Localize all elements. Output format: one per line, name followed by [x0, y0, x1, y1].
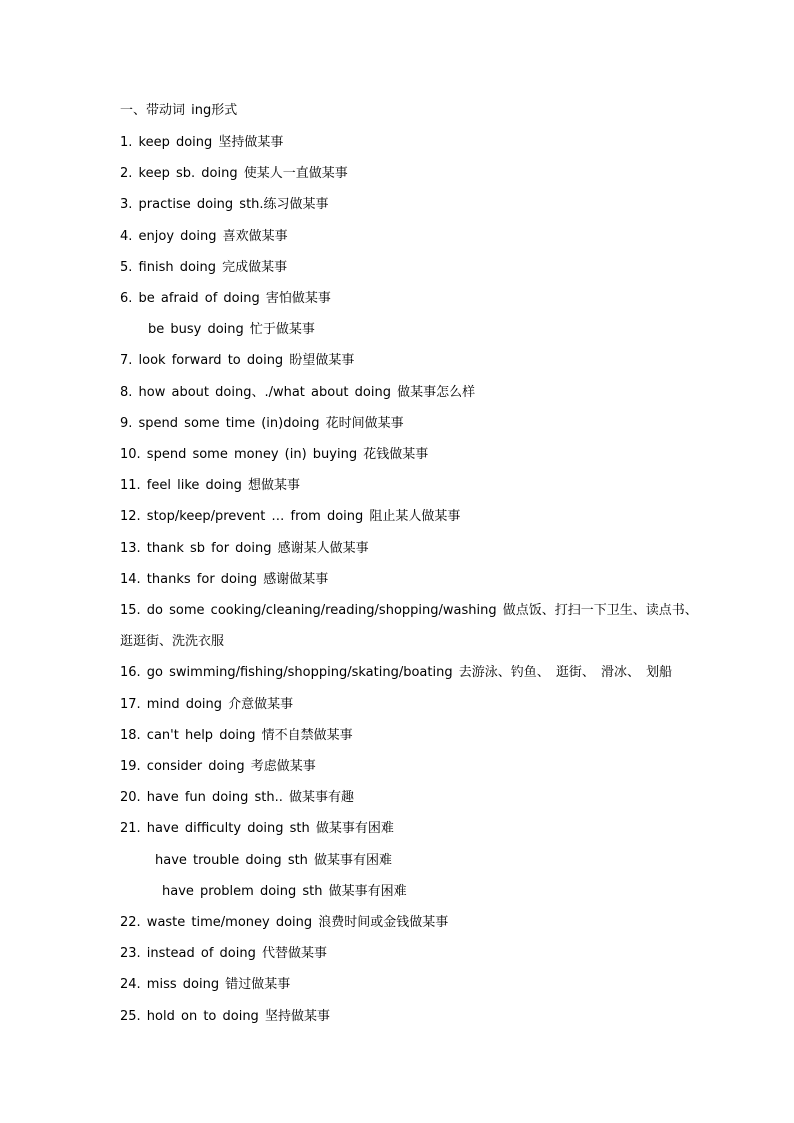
- list-item: 22. waste time/money doing 浪费时间或金钱做某事: [120, 915, 449, 930]
- list-item: 16. go swimming/fishing/shopping/skating/boating 去游泳、钓鱼、 逛街、 滑冰、 划船: [120, 665, 673, 680]
- list-item: 15. do some cooking/cleaning/reading/shopping/washing 做点饭、打扫一下卫生、读点书、: [120, 603, 698, 618]
- list-item: 12. stop/keep/prevent … from doing 阻止某人做某事: [120, 509, 461, 524]
- list-item-continuation: 逛逛街、洗洗衣服: [120, 634, 225, 649]
- list-item: 9. spend some time (in)doing 花时间做某事: [120, 416, 404, 431]
- list-item: 8. how about doing、./what about doing 做某事怎么样: [120, 385, 476, 400]
- list-item: 25. hold on to doing 坚持做某事: [120, 1009, 330, 1024]
- list-item: 7. look forward to doing 盼望做某事: [120, 353, 355, 368]
- list-item: 21. have difficulty doing sth 做某事有困难: [120, 821, 394, 836]
- list-item: 18. can't help doing 情不自禁做某事: [120, 728, 353, 743]
- list-subitem: be busy doing 忙于做某事: [148, 322, 315, 337]
- list-item: 6. be afraid of doing 害怕做某事: [120, 291, 331, 306]
- list-item: 24. miss doing 错过做某事: [120, 977, 291, 992]
- list-item: 13. thank sb for doing 感谢某人做某事: [120, 541, 369, 556]
- list-item: 10. spend some money (in) buying 花钱做某事: [120, 447, 429, 462]
- list-item: 4. enjoy doing 喜欢做某事: [120, 229, 288, 244]
- list-item: 3. practise doing sth.练习做某事: [120, 197, 329, 212]
- list-item: 14. thanks for doing 感谢做某事: [120, 572, 329, 587]
- section-heading: 一、带动词 ing形式: [120, 103, 238, 118]
- list-item: 5. finish doing 完成做某事: [120, 260, 288, 275]
- list-item: 2. keep sb. doing 使某人一直做某事: [120, 166, 348, 181]
- list-item: 20. have fun doing sth.. 做某事有趣: [120, 790, 354, 805]
- list-item: 1. keep doing 坚持做某事: [120, 135, 284, 150]
- list-subitem: have trouble doing sth 做某事有困难: [155, 853, 393, 868]
- list-item: 23. instead of doing 代替做某事: [120, 946, 327, 961]
- list-item: 11. feel like doing 想做某事: [120, 478, 300, 493]
- list-item: 19. consider doing 考虑做某事: [120, 759, 316, 774]
- list-item: 17. mind doing 介意做某事: [120, 697, 294, 712]
- list-subitem: have problem doing sth 做某事有困难: [162, 884, 407, 899]
